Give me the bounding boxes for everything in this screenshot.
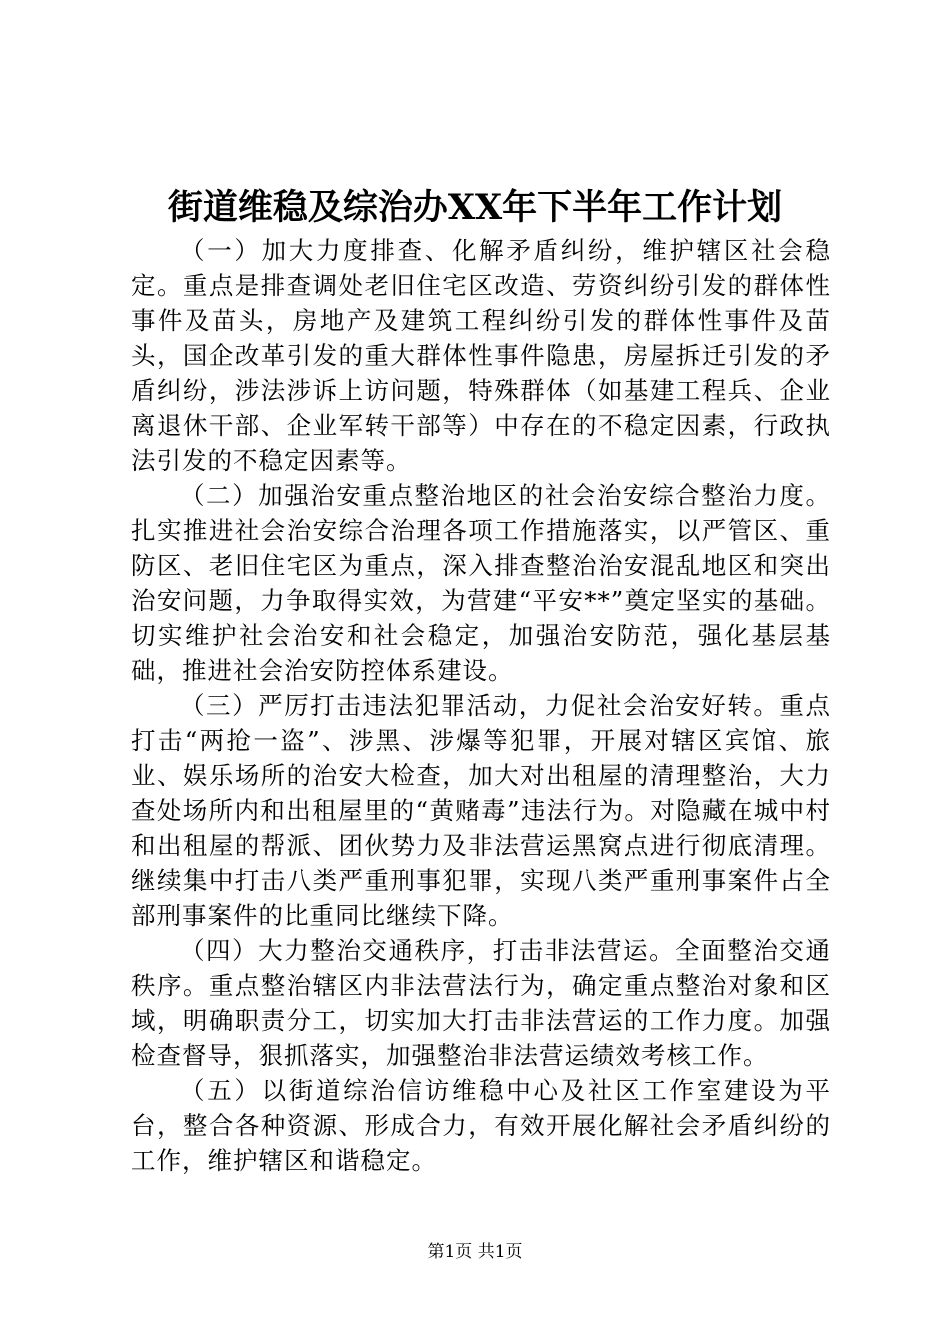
paragraph-4: （四）大力整治交通秩序，打击非法营运。全面整治交通秩序。重点整治辖区内非法营法行为，确定重点整治对象和区域，明确职责分工，切实加大打击非法营运的工作力度。加强检查督导，狠抓落实，加强整治非法营运绩效考核工作。: [131, 936, 831, 1070]
document-body: [131, 233, 831, 1178]
paragraph-2: （二）加强治安重点整治地区的社会治安综合整治力度。扎实推进社会治安综合治理各项工作措施落实，以严管区、重防区、老旧住宅区为重点，深入排查整治治安混乱地区和突出治安问题，力争取得实效，为营建“平安**”奠定坚实的基础。切实维护社会治安和社会稳定，加强治安防范，强化基层基础，推进社会治安防控体系建设。: [131, 481, 831, 685]
paragraph-5: （五）以街道综治信访维稳中心及社区工作室建设为平台，整合各种资源、形成合力，有效开展化解社会矛盾纠纷的工作，维护辖区和谐稳定。: [131, 1076, 831, 1175]
paragraph-1: （一）加大力度排查、化解矛盾纠纷，维护辖区社会稳定。重点是排查调处老旧住宅区改造、劳资纠纷引发的群体性事件及苗头，房地产及建筑工程纠纷引发的群体性事件及苗头，国企改革引发的重大群体性事件隐患，房屋拆迁引发的矛盾纠纷，涉法涉诉上访问题，特殊群体（如基建工程兵、企业离退休干部、企业军转干部等）中存在的不稳定因素，行政执法引发的不稳定因素等。: [131, 236, 831, 475]
document-title: 街道维稳及综治办XX年下半年工作计划: [167, 187, 783, 228]
page-footer: 第1页 共1页: [427, 1242, 523, 1262]
paragraph-3: （三）严厉打击违法犯罪活动，力促社会治安好转。重点打击“两抢一盗”、涉黑、涉爆等犯罪，开展对辖区宾馆、旅业、娱乐场所的治安大检查，加大对出租屋的清理整治，大力查处场所内和出租屋里的“黄赌毒”违法行为。对隐藏在城中村和出租屋的帮派、团伙势力及非法营运黑窝点进行彻底清理。继续集中打击八类严重刑事犯罪，实现八类严重刑事案件占全部刑事案件的比重同比继续下降。: [131, 691, 831, 930]
